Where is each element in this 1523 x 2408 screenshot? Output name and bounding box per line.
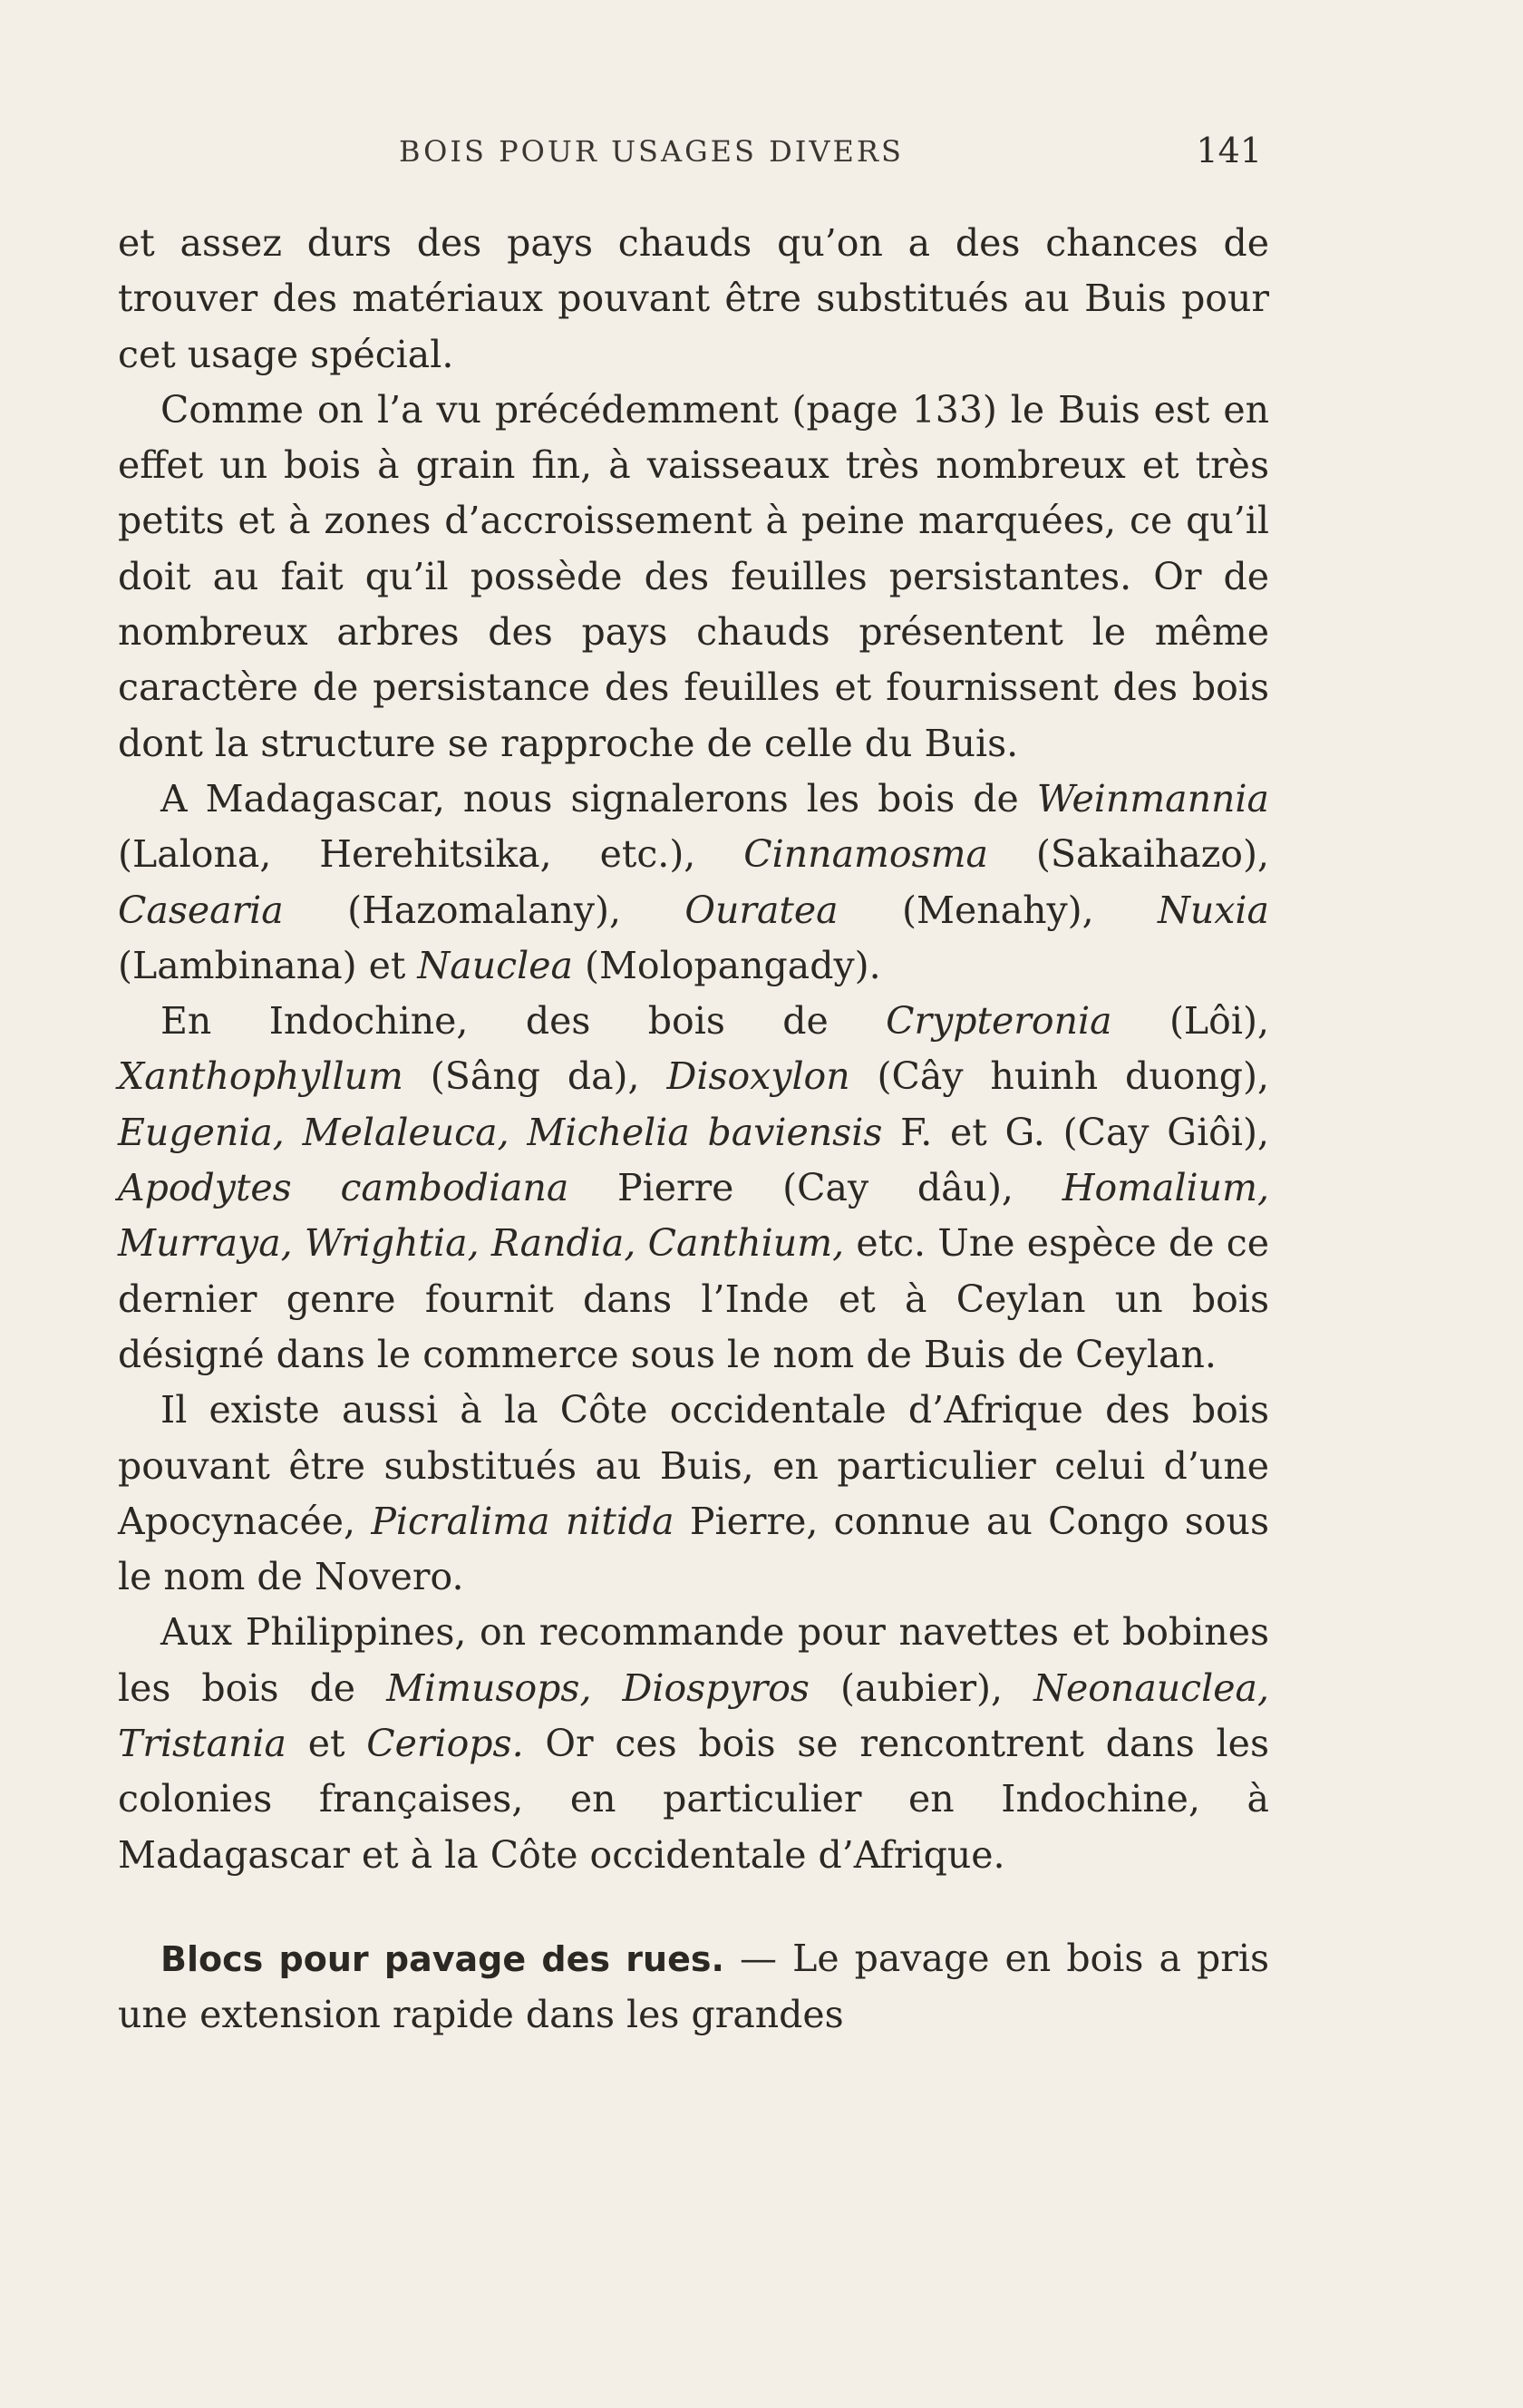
taxon-name: Nauclea <box>417 943 573 987</box>
text-span: (Sâng da), <box>403 1054 667 1099</box>
taxon-name: Nuxia <box>1158 888 1269 932</box>
section-heading: Blocs pour pavage des rues. <box>160 1938 724 1979</box>
text-span: Pierre (Cay dâu), <box>568 1166 1062 1210</box>
text-span: (Lôi), <box>1111 999 1269 1044</box>
taxon-name: Cinnamosma <box>743 832 988 877</box>
taxon-name: Ceriops. <box>366 1722 524 1766</box>
taxon-name: Homalium, Murraya, Wrightia, Randia, Canthium, <box>118 1166 1269 1266</box>
text-span: (Molopangady). <box>572 943 881 987</box>
page-header <box>118 131 1262 180</box>
text-span: et <box>286 1722 367 1766</box>
section-gap <box>118 1883 1269 1931</box>
text-span: A Madagascar, nous signalerons les bois de <box>160 776 1037 820</box>
paragraph-7 <box>118 1931 1269 2044</box>
text-span: etc. Une espèce de ce dernier genre fournit dans l’Inde et à Ceylan un bois désigné dans le commerce sous le nom de Buis de Ceylan. <box>118 1221 1269 1376</box>
paragraph-3 <box>118 772 1269 994</box>
page-number: 141 <box>1196 131 1262 170</box>
taxon-name: Neonauclea, Tristania <box>118 1665 1269 1766</box>
taxon-name: Xanthophyllum <box>118 1054 403 1099</box>
text-span: — Le pavage en bois a pris une extension rapide dans les grandes <box>118 1936 1270 2037</box>
taxon-name: Mimusops, Diospyros <box>386 1665 810 1710</box>
taxon-name: Picralima nitida <box>371 1499 674 1543</box>
text-span: (Lalona, Herehitsika, etc.), <box>118 832 744 877</box>
text-span: (Sakaihazo), <box>987 832 1270 877</box>
taxon-name: Weinmannia <box>1036 776 1269 820</box>
taxon-name: Casearia <box>118 888 284 932</box>
paragraph-6 <box>118 1605 1269 1882</box>
text-span: F. et G. (Cay Giôi), <box>882 1110 1270 1154</box>
text-span: En Indochine, des bois de <box>160 999 887 1044</box>
text-span: (Menahy), <box>838 888 1159 932</box>
text-span: Or ces bois se rencontrent dans les colonies françaises, en particulier en Indochine, à Madagascar et à la Côte occidentale d’Afrique. <box>118 1722 1269 1877</box>
taxon-name: Apodytes cambodiana <box>118 1166 569 1210</box>
taxon-name: Disoxylon <box>666 1054 850 1099</box>
text-span: (Lambinana) et <box>118 943 418 987</box>
paragraph-1: et assez durs des pays chauds qu’on a des chances de trouver des matériaux pouvant être substitués au Buis pour cet usage spécial. <box>118 221 1269 376</box>
text-span: Aux Philippines, on recommande pour navettes et bobines les bois de <box>118 1610 1269 1710</box>
text-span: (aubier), <box>809 1665 1034 1710</box>
paragraph-5 <box>118 1383 1269 1605</box>
text-span: (Hazomalany), <box>283 888 685 932</box>
text-span: (Cây huinh duong), <box>849 1054 1269 1099</box>
text-span: Pierre, connue au Congo sous le nom de Novero. <box>118 1499 1269 1599</box>
body-text <box>118 216 1269 2044</box>
text-span: Il existe aussi à la Côte occidentale d’Afrique des bois pouvant être substitués au Buis, en particulier celui d’une Apocynacée, <box>118 1388 1269 1543</box>
paragraph-2: Comme on l’a vu précédemment (page 133) le Buis est en effet un bois à grain fin, à vaisseaux très nombreux et très petits et à zones d’accroissement à peine marquées, ce qu’il doit au fait qu’il possède des feuilles persistantes. Or de nombreux arbres des pays chauds présentent le même caractère de persistance des feuilles et fournissent des bois dont la structure se rapproche de celle du Buis. <box>118 387 1269 765</box>
paragraph-4 <box>118 994 1269 1383</box>
taxon-name: Ouratea <box>684 888 839 932</box>
taxon-name: Crypteronia <box>886 999 1112 1044</box>
running-head: BOIS POUR USAGES DIVERS <box>399 134 904 169</box>
taxon-name: Eugenia, Melaleuca, Michelia baviensis <box>118 1110 883 1154</box>
